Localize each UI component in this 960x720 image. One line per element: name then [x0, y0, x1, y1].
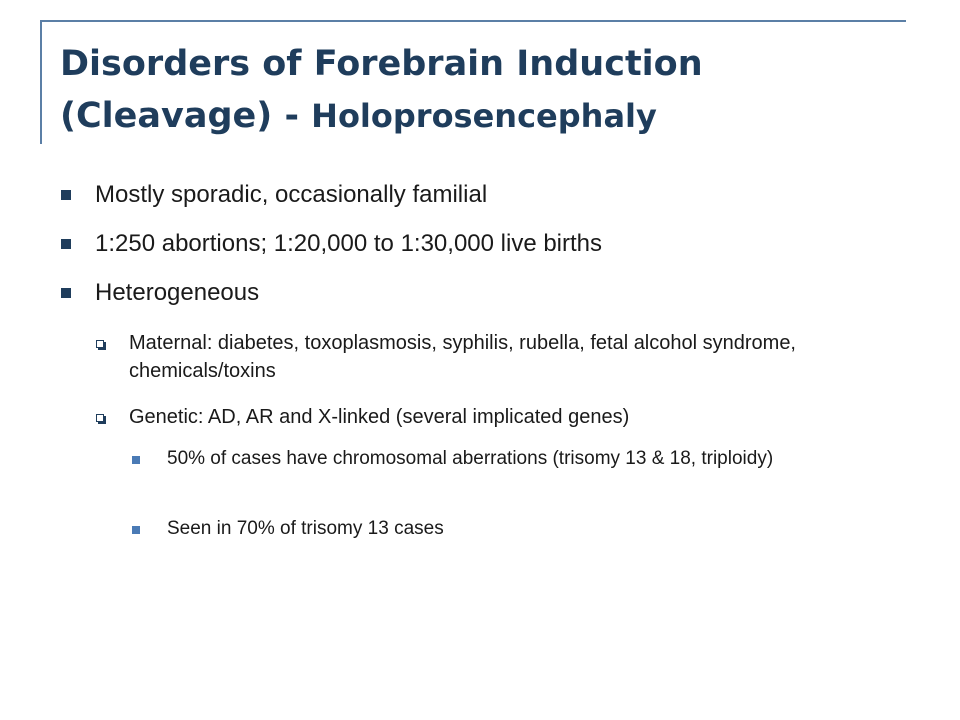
bullet-hollow-square-icon [96, 340, 104, 348]
bullet-item: Mostly sporadic, occasionally familial [95, 181, 488, 208]
sub-bullet-item: Genetic: AD, AR and X-linked (several implicated genes) [129, 406, 630, 428]
slide-title-line2-term: Holoprosencephaly [311, 97, 657, 135]
sub-sub-bullet-item: Seen in 70% of trisomy 13 cases [167, 518, 444, 539]
bullet-small-square-icon [132, 526, 140, 534]
bullet-item: 1:250 abortions; 1:20,000 to 1:30,000 live births [95, 230, 603, 257]
bullet-square-icon [61, 190, 71, 200]
bullet-small-square-icon [132, 456, 140, 464]
slide-title-line2-prefix: (Cleavage) - [60, 96, 312, 136]
bullet-square-icon [61, 239, 71, 249]
sub-bullet-item: Maternal: diabetes, toxoplasmosis, syphilis, rubella, fetal alcohol syndrome, chemicals/toxins [129, 332, 796, 382]
bullet-square-icon [61, 288, 71, 298]
bullet-hollow-square-icon [96, 414, 104, 422]
slide-title-line1: Disorders of Forebrain Induction [60, 44, 703, 84]
sub-sub-bullet-item: 50% of cases have chromosomal aberrations (trisomy 13 & 18, triploidy) [167, 448, 774, 469]
bullet-item: Heterogeneous [95, 279, 260, 306]
